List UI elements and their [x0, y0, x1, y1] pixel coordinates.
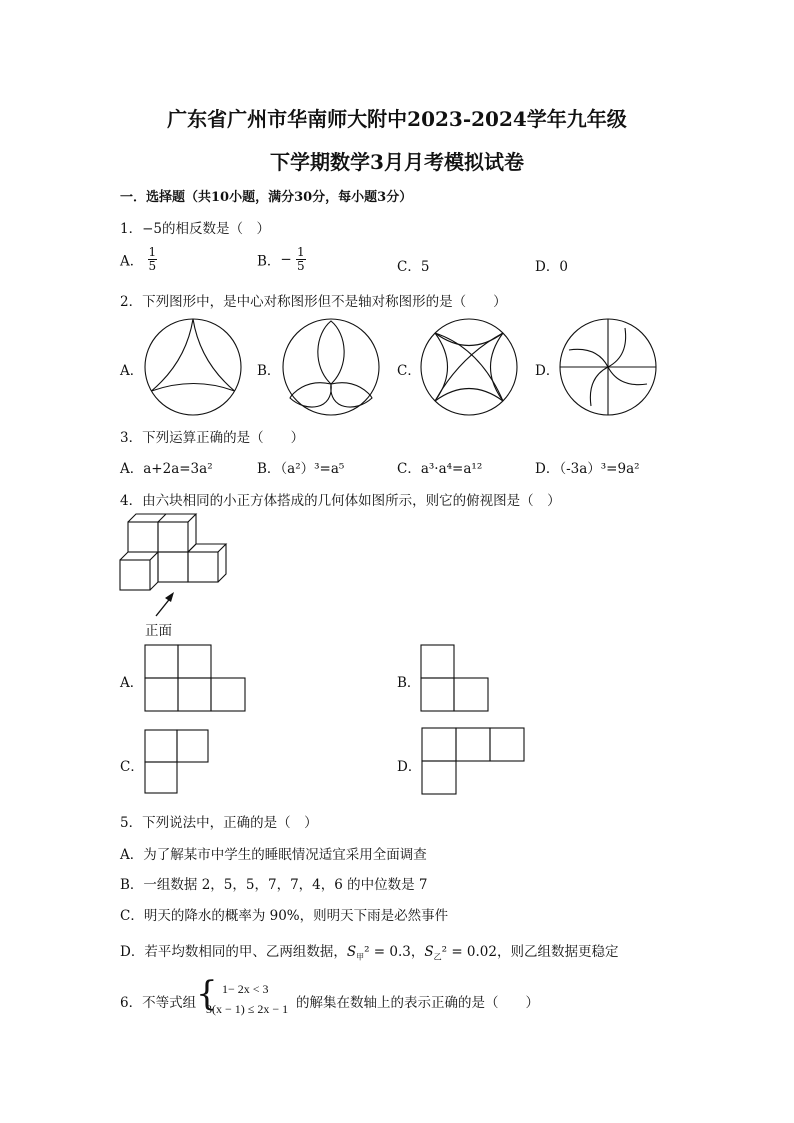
- q6-stem-post: 的解集在数轴上的表示正确的是（ ）: [296, 995, 539, 1011]
- q2-label-b: B．: [257, 363, 281, 379]
- q5-d-text: D．若平均数相同的甲、乙两组数据，: [120, 944, 347, 960]
- q4-label-d: D．: [397, 759, 422, 775]
- q5-option-b: B．一组数据 2，5，5，7，7，4，6 的中位数是 7: [120, 877, 428, 893]
- q2-figure-b: [282, 318, 380, 416]
- q1-a-denominator: 5: [148, 259, 157, 273]
- q6-inequality-2: 3(x − 1) ≤ 2x − 1: [206, 1002, 289, 1016]
- q6-stem-pre: 6．不等式组: [120, 995, 197, 1011]
- q2-label-c: C．: [397, 363, 421, 379]
- q5-d-sub2: 乙: [433, 952, 442, 962]
- paper-title-line1: 广东省广州市华南师大附中2023-2024学年九年级: [167, 107, 627, 131]
- q4-option-c-grid: [144, 729, 210, 795]
- q2-figure-d: [559, 318, 657, 416]
- q4-cube-figure: [118, 510, 238, 620]
- q4-option-b-grid: [420, 644, 490, 712]
- q5-option-c: C．明天的降水的概率为 90%，则明天下雨是必然事件: [120, 908, 449, 924]
- q1-b-fraction: [296, 246, 306, 273]
- q3-option-c: C．a³·a⁴=a¹²: [397, 461, 483, 477]
- q4-option-d-grid: [421, 727, 527, 795]
- q1-a-numerator: 1: [148, 245, 157, 259]
- q2-label-d: D．: [535, 363, 560, 379]
- q1-b-sign: −: [280, 251, 292, 268]
- q3-stem: 3．下列运算正确的是（ ）: [120, 430, 305, 446]
- q4-label-b: B．: [397, 675, 421, 691]
- q5-d-v1: ² = 0.3，: [364, 944, 425, 960]
- q5-option-a: A．为了解某市中学生的睡眠情况适宜采用全面调查: [120, 847, 427, 863]
- q1-stem: 1．−5的相反数是（ ）: [120, 221, 270, 237]
- q5-d-s2: S: [424, 944, 434, 960]
- q1-option-c: C．5: [397, 259, 430, 275]
- q4-label-c: C．: [120, 759, 144, 775]
- q1-option-b: [257, 246, 306, 273]
- q1-option-a: [120, 246, 157, 273]
- q2-stem: 2．下列图形中，是中心对称图形但不是轴对称图形的是（ ）: [120, 294, 507, 310]
- section-heading: 一．选择题（共10小题，满分30分，每小题3分）: [120, 190, 413, 205]
- q5-d-sub1: 甲: [356, 952, 365, 962]
- q1-a-label: A．: [120, 253, 144, 270]
- q3-option-a: A．a+2a=3a²: [120, 461, 213, 477]
- q1-option-d: D．0: [535, 259, 568, 275]
- q4-option-a-grid: [144, 644, 247, 712]
- q3-option-d: D．（-3a）³=9a²: [535, 461, 640, 477]
- q1-a-fraction: [148, 246, 158, 273]
- brace-icon: {: [196, 974, 218, 1014]
- q5-d-v2: ² = 0.02，则乙组数据更稳定: [441, 944, 619, 960]
- q4-front-label: 正面: [145, 623, 172, 639]
- q1-b-label: B．: [257, 253, 281, 270]
- q4-label-a: A．: [120, 675, 144, 691]
- q6-inequality-1: 1− 2x < 3: [222, 982, 269, 996]
- q1-b-numerator: 1: [297, 245, 305, 259]
- q4-stem: 4．由六块相同的小正方体搭成的几何体如图所示，则它的俯视图是（ ）: [120, 493, 561, 509]
- q5-option-d: [120, 940, 618, 963]
- q2-figure-a: [144, 318, 242, 416]
- q5-d-s1: S: [346, 944, 357, 960]
- q2-label-a: A．: [120, 363, 144, 379]
- q5-stem: 5．下列说法中，正确的是（ ）: [120, 815, 318, 831]
- q1-b-denominator: 5: [297, 259, 305, 273]
- paper-title-line2: 下学期数学3月月考模拟试卷: [270, 150, 524, 174]
- q2-figure-c: [420, 318, 518, 416]
- q3-option-b: B．（a²）³=a⁵: [257, 461, 345, 477]
